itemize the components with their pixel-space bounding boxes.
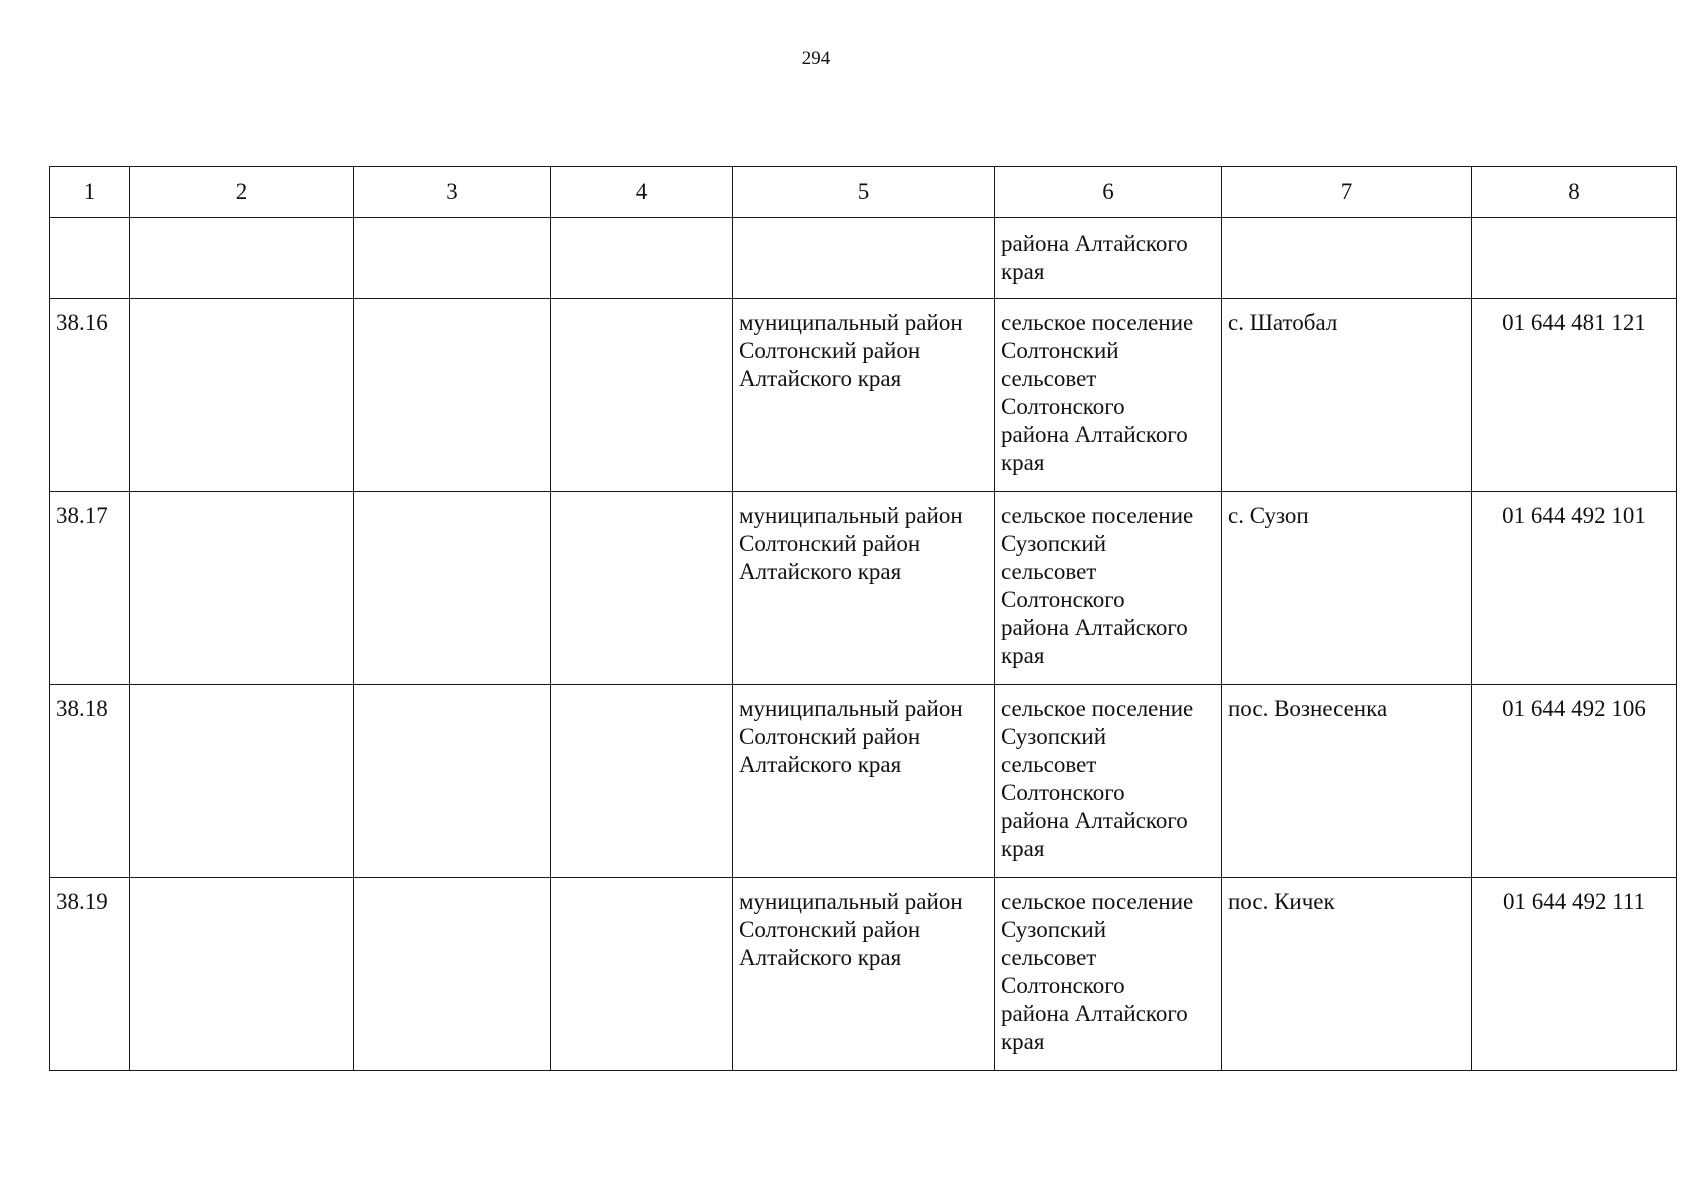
column-header: 3 (354, 167, 551, 218)
column-header: 8 (1472, 167, 1677, 218)
table-cell (354, 218, 551, 299)
table-cell (551, 878, 733, 1071)
cell-text-line: района Алтайского (1001, 422, 1188, 447)
table-cell (551, 218, 733, 299)
column-number-header-row (50, 167, 1677, 218)
locality-cell: с. Сузоп (1222, 492, 1472, 685)
table-cell (354, 299, 551, 492)
cell-text-line: сельское поселение (1001, 503, 1194, 528)
cell-text-line: Сузопский (1001, 724, 1107, 749)
cell-text-line: сельское поселение (1001, 310, 1194, 335)
row-number-cell: 38.18 (50, 685, 130, 878)
table-cell (551, 299, 733, 492)
table-cell (551, 685, 733, 878)
column-header: 4 (551, 167, 733, 218)
table-cell (50, 218, 130, 299)
oktmo-code-cell (1472, 299, 1677, 492)
table-cell (1222, 218, 1472, 299)
cell-text-line: муниципальный район (739, 889, 963, 914)
row-number-cell: 38.17 (50, 492, 130, 685)
cell-text-line: Солтонского (1001, 394, 1125, 419)
cell-text-line: сельское поселение (1001, 696, 1194, 721)
cell-text-line: Солтонского (1001, 587, 1125, 612)
settlement-cell (995, 218, 1222, 299)
continuation-row (50, 218, 1677, 299)
cell-text-line: края (1001, 1029, 1045, 1054)
cell-text-line: муниципальный район (739, 503, 963, 528)
settlements-table (49, 166, 1677, 1071)
locality-cell: пос. Вознесенка (1222, 685, 1472, 878)
locality-cell: с. Шатобал (1222, 299, 1472, 492)
cell-text-line: края (1001, 643, 1045, 668)
oktmo-code: 01 644 481 121 (1502, 310, 1646, 335)
cell-text-line: муниципальный район (739, 310, 963, 335)
cell-text-line: Алтайского края (739, 752, 902, 777)
cell-text-line: Алтайского края (739, 945, 902, 970)
district-cell (733, 685, 995, 878)
table-row (50, 878, 1677, 1071)
locality-cell: пос. Кичек (1222, 878, 1472, 1071)
oktmo-code: 01 644 492 111 (1502, 889, 1646, 914)
district-cell (733, 878, 995, 1071)
cell-text-line: Солтонского (1001, 973, 1125, 998)
cell-text-line: Солтонский район (739, 531, 921, 556)
cell-text-line: Солтонский (1001, 338, 1119, 363)
settlement-cell (995, 878, 1222, 1071)
oktmo-code-cell (1472, 492, 1677, 685)
table-row (50, 685, 1677, 878)
cell-text-line: района Алтайского (1001, 808, 1188, 833)
oktmo-code-cell (1472, 878, 1677, 1071)
cell-text-line: Сузопский (1001, 531, 1107, 556)
table-row (50, 492, 1677, 685)
cell-text-line: муниципальный район (739, 696, 963, 721)
table-cell (130, 299, 354, 492)
cell-text-line: Алтайского края (739, 559, 902, 584)
column-header: 5 (733, 167, 995, 218)
cell-text-line: Солтонский район (739, 724, 921, 749)
oktmo-code: 01 644 492 101 (1502, 503, 1646, 528)
table-cell (130, 685, 354, 878)
district-cell (733, 492, 995, 685)
district-cell (733, 299, 995, 492)
column-header: 1 (50, 167, 130, 218)
table-row (50, 299, 1677, 492)
cell-text-line: сельсовет (1001, 752, 1097, 777)
settlement-cell (995, 685, 1222, 878)
cell-text-line: сельсовет (1001, 945, 1097, 970)
cell-text-line: Солтонского (1001, 780, 1125, 805)
cell-text-line: района Алтайского (1001, 615, 1188, 640)
column-header: 2 (130, 167, 354, 218)
cell-text-line: Солтонский район (739, 338, 921, 363)
column-header: 7 (1222, 167, 1472, 218)
table-cell (551, 492, 733, 685)
cell-text-line: сельское поселение (1001, 889, 1194, 914)
column-header: 6 (995, 167, 1222, 218)
table-cell (354, 492, 551, 685)
table-cell (733, 218, 995, 299)
cell-text-line: края (1001, 836, 1045, 861)
cell-text-line: Солтонский район (739, 917, 921, 942)
table-cell (354, 878, 551, 1071)
table-cell (130, 492, 354, 685)
cell-text-line: края (1001, 259, 1045, 284)
settlement-cell (995, 492, 1222, 685)
row-number-cell: 38.19 (50, 878, 130, 1071)
cell-text-line: района Алтайского (1001, 1001, 1188, 1026)
table-cell (1472, 218, 1677, 299)
settlement-cell (995, 299, 1222, 492)
cell-text-line: края (1001, 450, 1045, 475)
oktmo-code-cell (1472, 685, 1677, 878)
table-cell (130, 878, 354, 1071)
cell-text-line: сельсовет (1001, 559, 1097, 584)
cell-text-line: района Алтайского (1001, 231, 1188, 256)
cell-text-line: Сузопский (1001, 917, 1107, 942)
page-number: 294 (801, 48, 831, 69)
cell-text-line: Алтайского края (739, 366, 902, 391)
row-number-cell: 38.16 (50, 299, 130, 492)
oktmo-code: 01 644 492 106 (1502, 696, 1646, 721)
cell-text-line: сельсовет (1001, 366, 1097, 391)
table-cell (354, 685, 551, 878)
table-cell (130, 218, 354, 299)
